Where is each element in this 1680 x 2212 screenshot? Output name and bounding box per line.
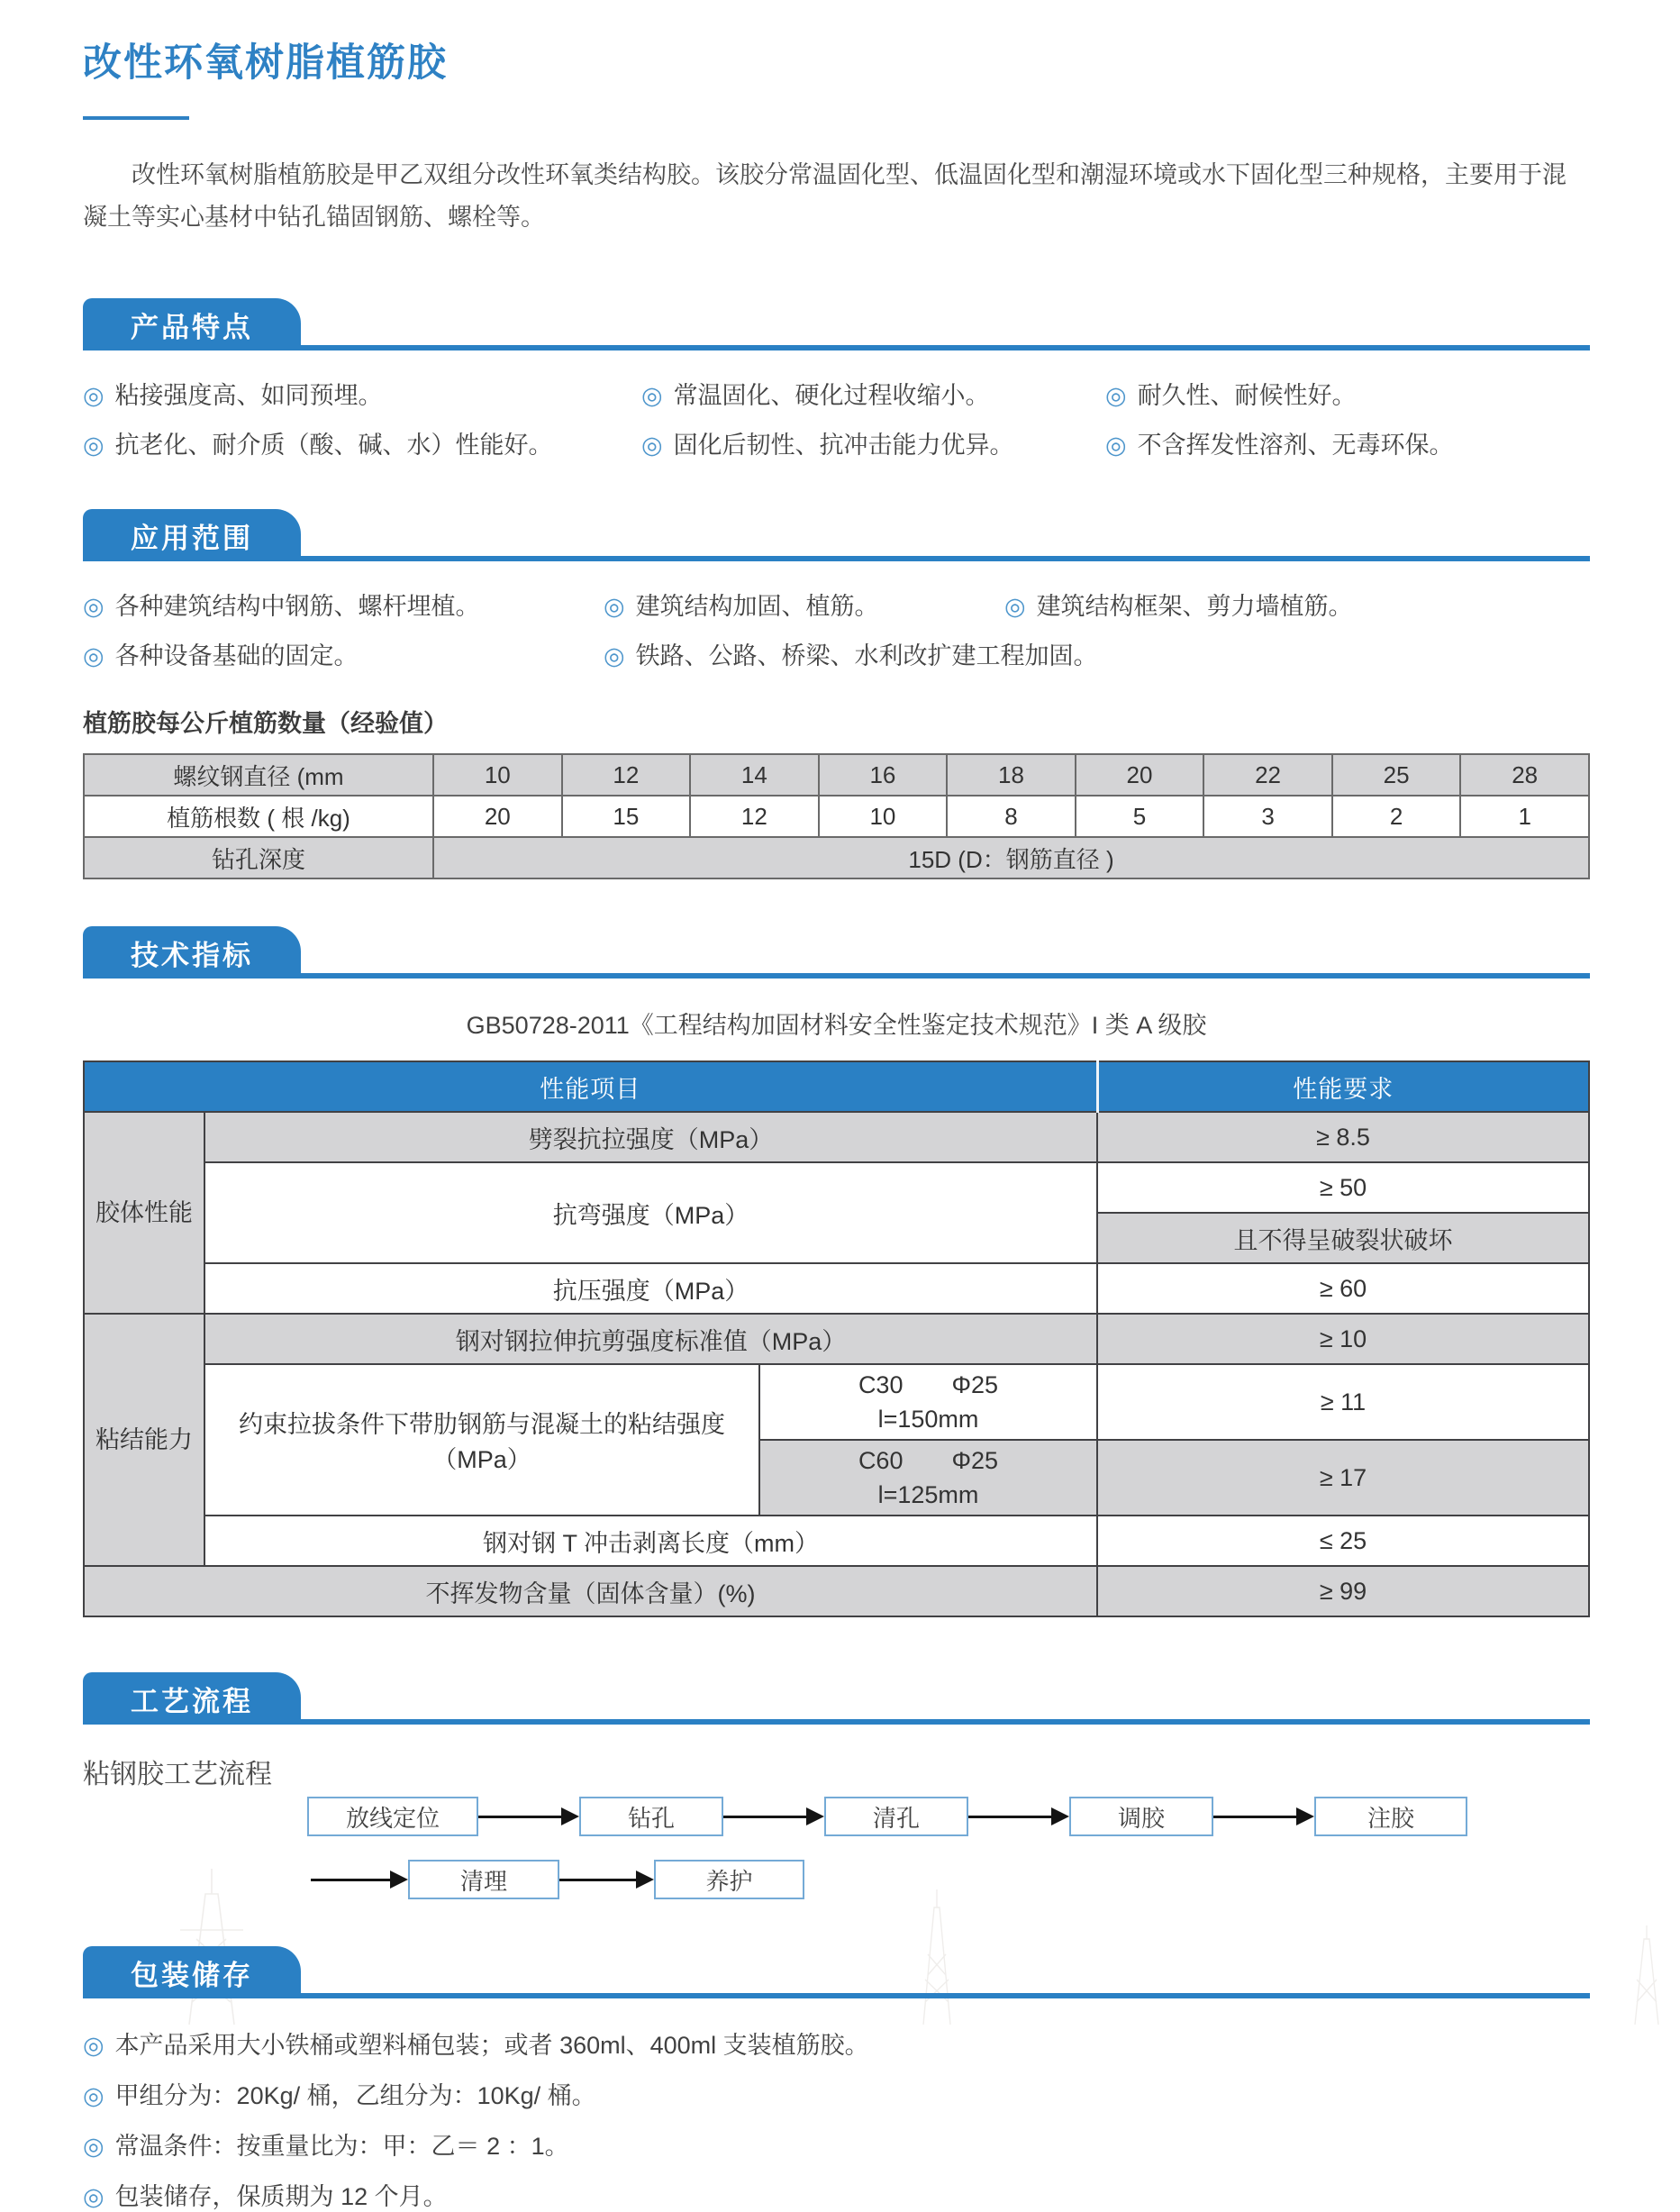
ring-bullet-icon: ◎	[641, 432, 663, 459]
specs-requirement: ≥ 99	[1097, 1566, 1589, 1616]
dosage-count-value: 20	[433, 796, 562, 837]
dosage-diameter-value: 12	[562, 754, 691, 796]
section-rule	[83, 921, 1590, 979]
specs-table	[83, 1060, 1590, 1617]
ring-bullet-icon: ◎	[1004, 593, 1026, 620]
table-row	[84, 754, 1589, 796]
list-item	[83, 2025, 1590, 2061]
table-row	[84, 1112, 1589, 1162]
feature-text: 固化后韧性、抗冲击能力优异。	[673, 432, 1014, 459]
specs-item: 约束拉拔条件下带肋钢筋与混凝土的粘结强度（MPa）	[204, 1364, 759, 1516]
subcondition-line: C60 Φ25	[858, 1447, 999, 1474]
arrow-right-icon	[478, 1807, 579, 1825]
application-text: 各种建筑结构中钢筋、螺杆埋植。	[114, 593, 480, 620]
dosage-count-value: 12	[690, 796, 819, 837]
flow-step: 调胶	[1069, 1797, 1213, 1836]
specs-item: 不挥发物含量（固体含量）(%)	[84, 1566, 1097, 1616]
section-badge-storage	[83, 1946, 301, 1998]
list-item	[83, 2076, 1590, 2111]
list-item	[641, 376, 1105, 411]
flow-step: 清孔	[824, 1797, 968, 1836]
ring-bullet-icon: ◎	[83, 2082, 104, 2109]
features-list	[83, 376, 1590, 460]
storage-text: 本产品采用大小铁桶或塑料桶包装；或者 360ml、400ml 支装植筋胶。	[114, 2032, 869, 2059]
list-item	[83, 587, 604, 622]
specs-requirement: ≥ 17	[1097, 1440, 1589, 1516]
subcondition-line: l=150mm	[877, 1406, 979, 1433]
specs-item: 抗压强度（MPa）	[204, 1263, 1097, 1314]
process-subtitle: 粘钢胶工艺流程	[83, 1760, 272, 1789]
subcondition-line: C30 Φ25	[858, 1371, 999, 1398]
section-title: 技术指标	[131, 939, 253, 971]
datasheet-page	[0, 32, 1675, 2210]
section-process	[83, 1667, 1590, 1899]
application-text: 各种设备基础的固定。	[114, 642, 359, 669]
table-row	[84, 1162, 1589, 1213]
section-rule	[83, 504, 1590, 561]
feature-text: 粘接强度高、如同预埋。	[114, 382, 383, 409]
specs-item: 抗弯强度（MPa）	[204, 1162, 1097, 1263]
flow-step: 养护	[654, 1860, 804, 1899]
section-rule	[83, 293, 1590, 350]
specs-requirement: 且不得呈破裂状破坏	[1097, 1213, 1589, 1263]
feature-text: 不含挥发性溶剂、无毒环保。	[1137, 432, 1454, 459]
dosage-count-value: 8	[947, 796, 1076, 837]
specs-subcondition	[759, 1364, 1097, 1440]
dosage-count-value: 15	[562, 796, 691, 837]
dosage-diameter-value: 14	[690, 754, 819, 796]
section-features	[83, 293, 1590, 460]
ring-bullet-icon: ◎	[83, 593, 104, 620]
specs-item: 钢对钢 T 冲击剥离长度（mm）	[204, 1516, 1097, 1566]
feature-text: 耐久性、耐候性好。	[1137, 382, 1357, 409]
section-specs	[83, 921, 1590, 1617]
dosage-count-value: 2	[1332, 796, 1461, 837]
storage-text: 常温条件：按重量比为：甲：乙＝ 2 ：1。	[114, 2133, 569, 2160]
flow-step: 清理	[408, 1860, 559, 1899]
specs-requirement: ≥ 10	[1097, 1314, 1589, 1364]
arrow-right-icon	[1213, 1807, 1314, 1825]
ring-bullet-icon: ◎	[83, 642, 104, 669]
list-item	[83, 2177, 1590, 2212]
list-item	[1004, 587, 1590, 622]
application-text: 建筑结构框架、剪力墙植筋。	[1036, 593, 1353, 620]
arrow-right-icon	[311, 1871, 408, 1889]
specs-subcondition	[759, 1440, 1097, 1516]
section-badge-process	[83, 1672, 301, 1725]
dosage-count-label: 植筋根数 ( 根 /kg)	[84, 796, 433, 837]
dosage-count-value: 3	[1203, 796, 1332, 837]
applications-list	[83, 587, 1590, 671]
page-title: 改性环氧树脂植筋胶	[83, 41, 448, 85]
list-item	[1105, 425, 1590, 460]
specs-standard-line: GB50728-2011《工程结构加固材料安全性鉴定技术规范》I 类 A 级胶	[466, 1012, 1207, 1039]
ring-bullet-icon: ◎	[641, 382, 663, 409]
dosage-depth-label: 钻孔深度	[84, 837, 433, 878]
table-row	[84, 1263, 1589, 1314]
table-row	[84, 1364, 1589, 1440]
dosage-table	[83, 753, 1590, 879]
section-badge-features	[83, 298, 301, 350]
specs-col-requirement: 性能要求	[1097, 1061, 1589, 1112]
feature-text: 抗老化、耐介质（酸、碱、水）性能好。	[114, 432, 553, 459]
dosage-diameter-value: 20	[1076, 754, 1204, 796]
section-rule	[83, 1941, 1590, 1998]
ring-bullet-icon: ◎	[1105, 382, 1127, 409]
storage-text: 甲组分为：20Kg/ 桶，乙组分为：10Kg/ 桶。	[114, 2082, 596, 2109]
application-text: 建筑结构加固、植筋。	[635, 593, 879, 620]
section-rule	[83, 1667, 1590, 1725]
intro-paragraph: 改性环氧树脂植筋胶是甲乙双组分改性环氧类结构胶。该胶分常温固化型、低温固化型和潮湿环境或水下固化型三种规格，主要用于混凝土等实心基材中钻孔锚固钢筋、螺栓等。	[83, 161, 1566, 231]
section-title: 应用范围	[131, 522, 253, 554]
section-badge-applications	[83, 509, 301, 561]
arrow-right-icon	[723, 1807, 824, 1825]
application-text: 铁路、公路、桥梁、水利改扩建工程加固。	[635, 642, 1098, 669]
table-row	[84, 1516, 1589, 1566]
specs-requirement: ≥ 11	[1097, 1364, 1589, 1440]
specs-requirement: ≤ 25	[1097, 1516, 1589, 1566]
specs-requirement: ≥ 8.5	[1097, 1112, 1589, 1162]
table-header-row	[84, 1061, 1589, 1112]
ring-bullet-icon: ◎	[83, 2032, 104, 2059]
specs-group-bonding: 粘结能力	[84, 1314, 204, 1566]
process-flow-row-2	[311, 1860, 1590, 1899]
specs-requirement: ≥ 50	[1097, 1162, 1589, 1213]
ring-bullet-icon: ◎	[604, 642, 625, 669]
table-row	[84, 1314, 1589, 1364]
dosage-depth-value: 15D (D：钢筋直径 )	[433, 837, 1589, 878]
section-applications	[83, 504, 1590, 879]
list-item	[83, 636, 604, 671]
storage-text: 包装储存，保质期为 12 个月。	[114, 2183, 448, 2210]
section-title: 包装储存	[131, 1959, 253, 1991]
list-item	[1105, 376, 1590, 411]
dosage-diameter-label: 螺纹钢直径 (mm	[84, 754, 433, 796]
dosage-diameter-value: 16	[819, 754, 948, 796]
dosage-diameter-value: 10	[433, 754, 562, 796]
ring-bullet-icon: ◎	[83, 2183, 104, 2210]
dosage-diameter-value: 25	[1332, 754, 1461, 796]
section-title: 产品特点	[131, 311, 253, 343]
table-row	[84, 1566, 1589, 1616]
specs-col-item: 性能项目	[84, 1061, 1097, 1112]
list-item	[83, 425, 641, 460]
flow-step: 注胶	[1314, 1797, 1467, 1836]
list-item	[604, 587, 1004, 622]
flow-step: 放线定位	[307, 1797, 478, 1836]
process-flow-row-1	[307, 1797, 1590, 1836]
dosage-table-title: 植筋胶每公斤植筋数量（经验值）	[83, 710, 448, 737]
dosage-count-value: 10	[819, 796, 948, 837]
section-badge-specs	[83, 926, 301, 979]
title-underline	[83, 116, 189, 120]
specs-group-adhesive: 胶体性能	[84, 1112, 204, 1314]
list-item	[83, 376, 641, 411]
ring-bullet-icon: ◎	[83, 2133, 104, 2160]
specs-item: 钢对钢拉伸抗剪强度标准值（MPa）	[204, 1314, 1097, 1364]
storage-list	[83, 2025, 1590, 2212]
specs-item: 劈裂抗拉强度（MPa）	[204, 1112, 1097, 1162]
list-item	[604, 636, 1590, 671]
flow-step: 钻孔	[579, 1797, 723, 1836]
list-item	[641, 425, 1105, 460]
specs-requirement: ≥ 60	[1097, 1263, 1589, 1314]
arrow-right-icon	[968, 1807, 1069, 1825]
dosage-diameter-value: 18	[947, 754, 1076, 796]
dosage-diameter-value: 28	[1460, 754, 1589, 796]
dosage-count-value: 1	[1460, 796, 1589, 837]
dosage-count-value: 5	[1076, 796, 1204, 837]
section-title: 工艺流程	[131, 1685, 253, 1717]
ring-bullet-icon: ◎	[83, 432, 104, 459]
ring-bullet-icon: ◎	[604, 593, 625, 620]
table-row	[84, 837, 1589, 878]
dosage-diameter-value: 22	[1203, 754, 1332, 796]
arrow-right-icon	[559, 1871, 654, 1889]
ring-bullet-icon: ◎	[1105, 432, 1127, 459]
list-item	[83, 2126, 1590, 2162]
table-row	[84, 796, 1589, 837]
feature-text: 常温固化、硬化过程收缩小。	[673, 382, 990, 409]
section-storage	[83, 1941, 1590, 2212]
subcondition-line: l=125mm	[877, 1481, 979, 1508]
ring-bullet-icon: ◎	[83, 382, 104, 409]
